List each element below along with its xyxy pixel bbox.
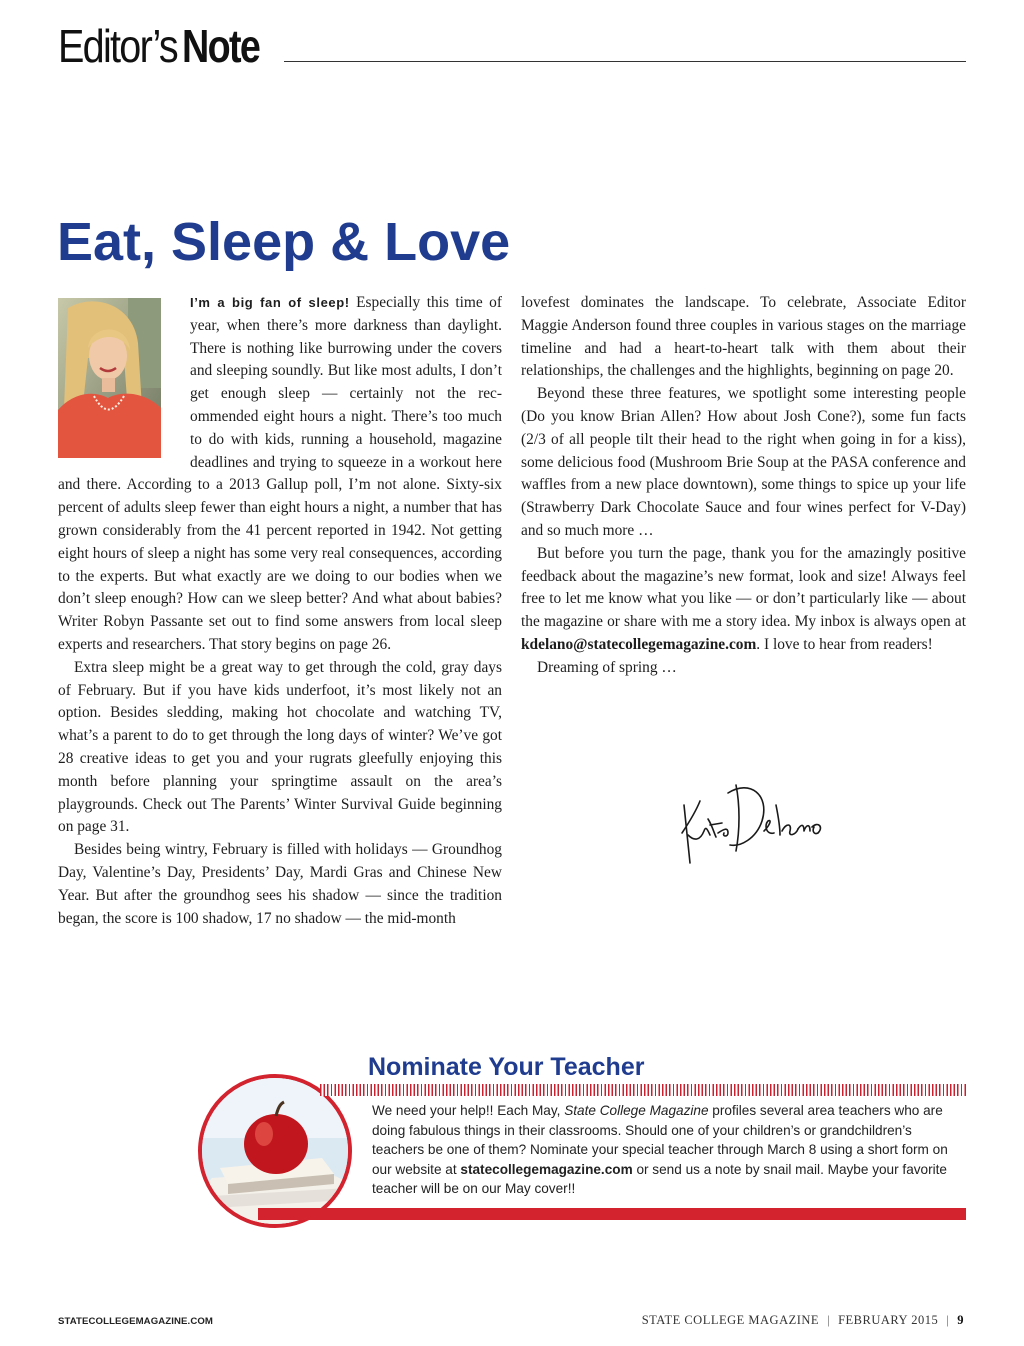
apple-icon <box>202 1078 348 1224</box>
article-paragraph-5 <box>521 543 966 657</box>
footer-website: STATECOLLEGEMAGAZINE.COM <box>58 1316 214 1327</box>
article-paragraph-3-start: Besides being wintry, February is filled with holidays — Groundhog Day, Valentine’s Day, Presidents’ Day, Mardi Gras and Chinese New Year. But after the groundhog sees his shadow — since the tradition began, the score is 100 shadow, 17 no shadow — the mid-month <box>58 841 502 927</box>
footer-magazine: STATE COLLEGE MAGAZINE <box>641 1313 820 1327</box>
article-paragraph-4: Beyond these three features, we spotlight some interesting people (Do you know Brian Allen? How about Josh Cone?), some fun facts (2/3 of all people tilt their head to the right when going in for a kiss), some delicious food (Mushroom Brie Soup at the PASA conference and waffles from a new place downtown), some things to spice up your life (Strawberry Dark Chocolate Sauce and four wines perfect for V-Day) and so much more … <box>521 385 966 539</box>
article-paragraph-1-text: Especially this time of year, when there’s more darkness than daylight. There is nothing like burrowing under the covers and sleeping soundly. But like most adults, I don’t get enough sleep — certainly not the recommended eight hours a night. There’s too much to do with kids, running a household, magazine deadlines and trying to squeeze in a workout here and there. According to a 2013 Gallup poll, I’m not alone. Sixty-six percent of adults sleep fewer than eight hours a night, a number that has grown considerably from the 41 percent reported in 1942. Not getting eight hours of sleep a night has some very real consequences, according to the experts. But what exactly are we doing to our bodies when we don’t sleep enough? How can we sleep better? And what about babies? Writer Robyn Passante set out to find some answers from local sleep experts and researchers. That story begins on page 26. <box>58 294 502 653</box>
article-closing: Dreaming of spring … <box>537 658 677 676</box>
article-column-right <box>521 292 966 680</box>
footer-issue: FEBRUARY 2015 <box>838 1313 939 1327</box>
header-rule <box>284 61 966 62</box>
signature-image <box>670 775 825 875</box>
nominate-text-3: or send us a note by snail mail. Maybe your favorite teacher will be on our May cover!! <box>372 1161 947 1197</box>
nominate-body <box>372 1101 966 1199</box>
page-number: 9 <box>957 1313 964 1327</box>
article-paragraph-5-end: . I love to hear from readers! <box>756 635 933 653</box>
header-label-light: Editor’s <box>58 20 177 72</box>
footer-separator: | <box>827 1313 831 1327</box>
header-label-bold: Note <box>182 20 260 72</box>
editor-email-link[interactable]: kdelano@statecollegemagazine.com <box>521 635 757 653</box>
article-paragraph-2: Extra sleep might be a great way to get through the cold, gray days of February. But if you have kids underfoot, it’s most likely not an option. Besides sledding, making hot chocolate and watching TV, what’s a parent to do to get through the long days of winter? We’ve got 28 creative ideas to get you and your rugrats gleefully enjoying this month before planning your springtime assault on the area’s playgrounds. Check out The Parents’ Winter Survival Guide beginning on page 31. <box>58 658 502 836</box>
website-link[interactable]: statecollegemagazine.com <box>460 1161 633 1177</box>
apple-on-books-image <box>198 1074 352 1228</box>
article-column-left <box>58 292 502 930</box>
footer-separator-2: | <box>946 1313 950 1327</box>
footer-folio <box>642 1313 964 1328</box>
article-paragraph-5-text: But before you turn the page, thank you for the amazingly positive feedback about the magazine’s new format, look and size! Always feel free to let me know what you like — or don’t particularly like — about the magazine or share with me a story idea. My inbox is always open at <box>521 544 966 631</box>
article-lead-in: I’m a big fan of sleep! <box>190 295 350 310</box>
editor-signature <box>670 775 825 875</box>
article-headline: Eat, Sleep & Love <box>57 212 511 272</box>
magazine-name: State College Magazine <box>564 1103 709 1118</box>
nominate-red-bar <box>258 1208 966 1220</box>
nominate-text-2: profiles several area teachers who are doing fabulous things in their classrooms. Should one of your children’s or grandchildren’s teachers be one of them? Nominate your special teacher through March 8 using a short form on our website at <box>372 1103 948 1177</box>
nominate-title: Nominate Your Teacher <box>368 1053 645 1081</box>
article-paragraph-3-end: lovefest dominates the landscape. To celebrate, Associate Editor Maggie Anderson found three couples in various stages on the marriage timeline and had a heart-to-heart talk with them about their relationships, the challenges and the highlights, beginning on page 20. <box>521 294 966 380</box>
editors-note-header <box>58 20 277 72</box>
photo-wrap-spacer <box>58 292 190 474</box>
nominate-text-1: We need your help!! Each May, <box>372 1103 565 1118</box>
nominate-stripe-divider <box>320 1084 966 1096</box>
